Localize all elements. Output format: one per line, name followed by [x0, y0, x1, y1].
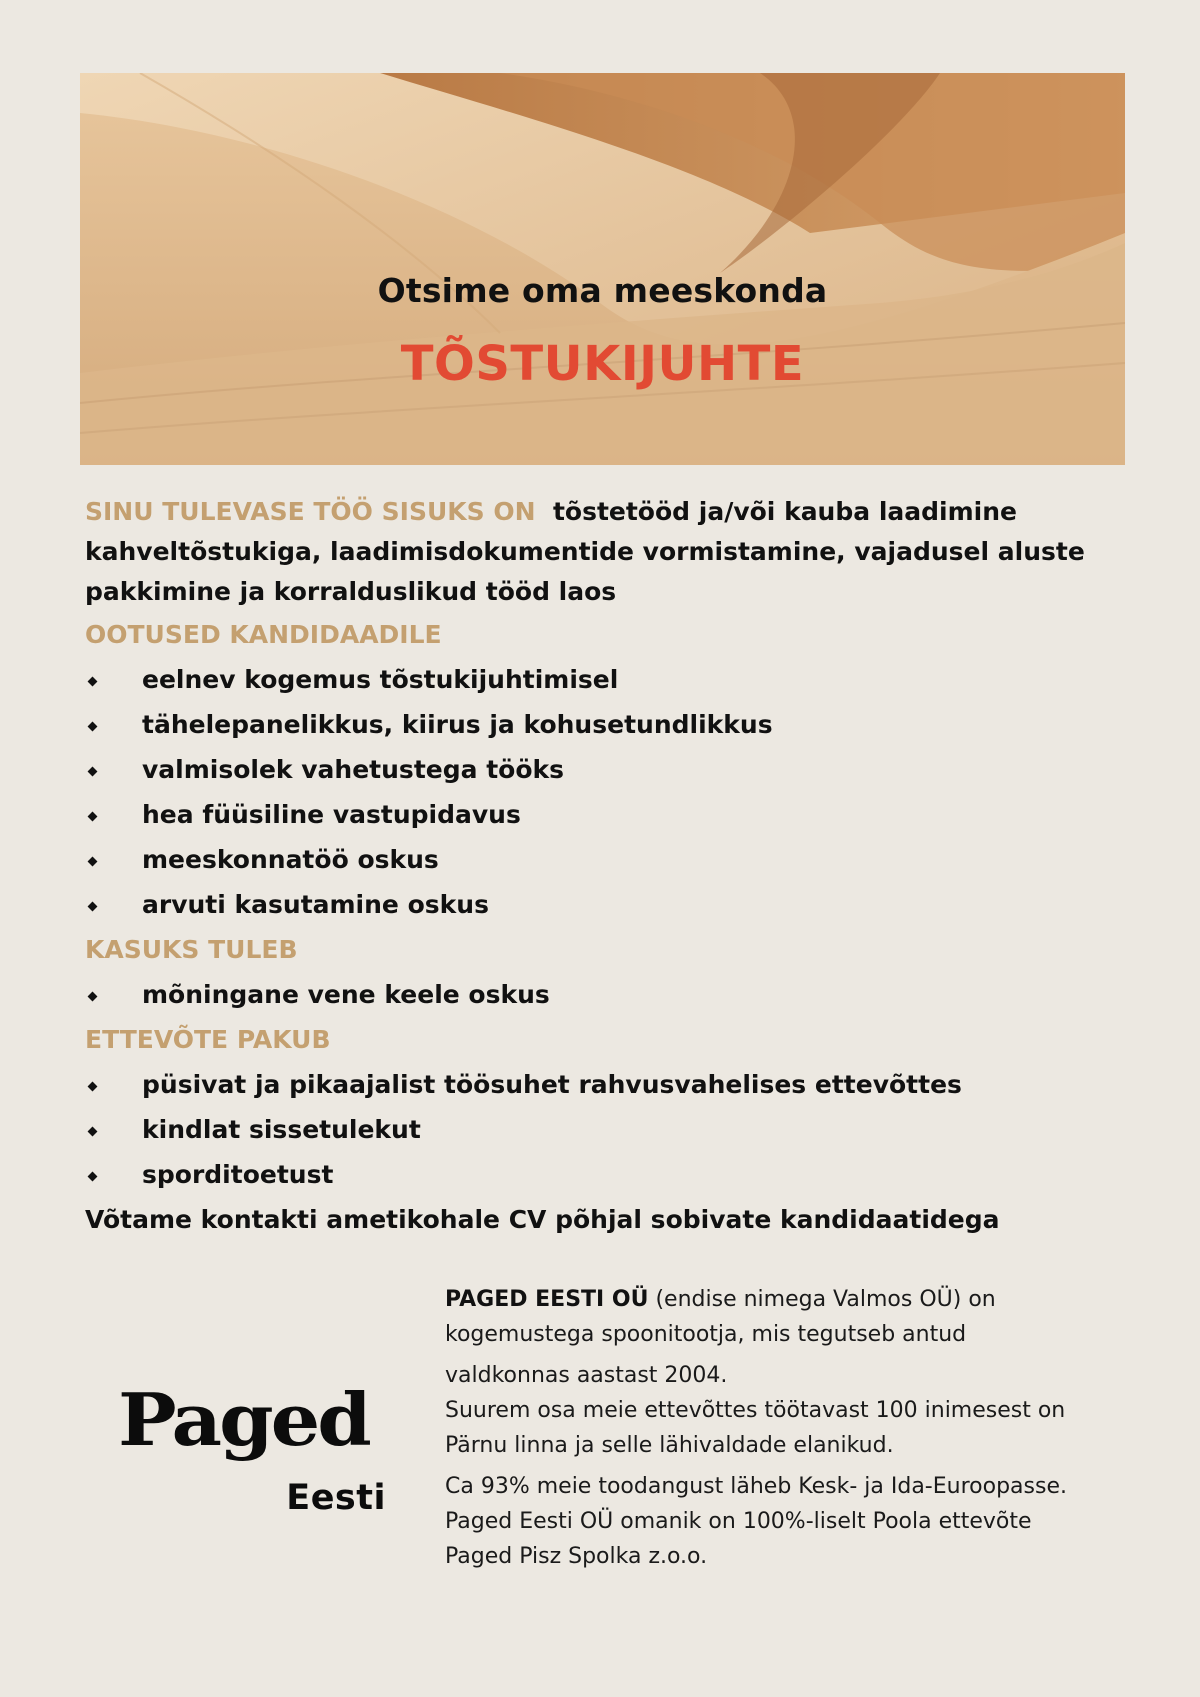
- about-line: Ca 93% meie toodangust läheb Kesk- ja Ida-Euroopasse.: [445, 1474, 1067, 1499]
- job-duties-paragraph: [85, 492, 1125, 612]
- hero-title: Otsime oma meeskonda: [377, 271, 828, 310]
- diamond-bullet-icon: [88, 722, 98, 732]
- list-item: tähelepanelikkus, kiirus ja kohusetundlikkus: [85, 702, 1125, 747]
- diamond-bullet-icon: [88, 812, 98, 822]
- diamond-bullet-icon: [88, 1127, 98, 1137]
- offer-list: [85, 1062, 1125, 1197]
- wood-veneer-image: [80, 73, 1125, 465]
- advantage-list: [85, 972, 1125, 1017]
- list-item: mõningane vene keele oskus: [85, 972, 1125, 1017]
- list-item: arvuti kasutamine oskus: [85, 882, 1125, 927]
- list-item: kindlat sissetulekut: [85, 1107, 1125, 1152]
- diamond-bullet-icon: [88, 677, 98, 687]
- expectations-list: [85, 657, 1125, 927]
- diamond-bullet-icon: [88, 1082, 98, 1092]
- list-item: hea füüsiline vastupidavus: [85, 792, 1125, 837]
- about-line: kogemustega spoonitootja, mis tegutseb antud: [445, 1322, 967, 1347]
- about-line: Pärnu linna ja selle lähivaldade elanikud.: [445, 1433, 894, 1458]
- advantage-heading: KASUKS TULEB: [85, 935, 298, 964]
- logo-subtitle: Eesti: [286, 1478, 386, 1518]
- expectations-heading: OOTUSED KANDIDAADILE: [85, 620, 442, 649]
- about-line: valdkonnas aastast 2004.: [445, 1363, 728, 1388]
- about-line: Paged Eesti OÜ omanik on 100%-liselt Poola ettevõte: [445, 1509, 1032, 1534]
- diamond-bullet-icon: [88, 857, 98, 867]
- logo-wordmark: Paged: [118, 1378, 369, 1463]
- diamond-bullet-icon: [88, 767, 98, 777]
- diamond-bullet-icon: [88, 992, 98, 1002]
- offer-heading: ETTEVÕTE PAKUB: [85, 1025, 331, 1054]
- list-item: püsivat ja pikaajalist töösuhet rahvusvahelises ettevõttes: [85, 1062, 1125, 1107]
- diamond-bullet-icon: [88, 902, 98, 912]
- list-item: sporditoetust: [85, 1152, 1125, 1197]
- duties-lead: SINU TULEVASE TÖÖ SISUKS ON: [85, 497, 536, 526]
- diamond-bullet-icon: [88, 1172, 98, 1182]
- job-description: [85, 492, 1125, 1242]
- hero-banner: [80, 73, 1125, 465]
- company-about: PAGED EESTI OÜ (endise nimega Valmos OÜ) on kogemustega spoonitootja, mis tegutseb antud valdkonnas aastast 2004. Suurem osa meie ettevõttes töötavast 100 inimesest on Pärnu linna ja selle lähivaldade elanikud. Ca 93% meie toodangust läheb Kesk- ja Ida-Euroopasse. Paged Eesti OÜ omanik on 100%-liselt Poola ettevõte Paged Pisz Spolka z.o.o.: [445, 1282, 1135, 1574]
- list-item: meeskonnatöö oskus: [85, 837, 1125, 882]
- contact-note: Võtame kontakti ametikohale CV põhjal sobivate kandidaatidega: [85, 1205, 1000, 1234]
- about-line: Suurem osa meie ettevõttes töötavast 100 inimesest on: [445, 1398, 1066, 1423]
- paged-eesti-logo: [118, 1378, 388, 1525]
- list-item: valmisolek vahetustega tööks: [85, 747, 1125, 792]
- list-item: eelnev kogemus tõstukijuhtimisel: [85, 657, 1125, 702]
- job-title: TÕSTUKIJUHTE: [400, 336, 805, 392]
- about-line: Paged Pisz Spolka z.o.o.: [445, 1544, 708, 1569]
- company-name: PAGED EESTI OÜ: [445, 1287, 649, 1312]
- duties-text: tõstetööd ja/või kauba laadimine kahveltõstukiga, laadimisdokumentide vormistamine, vajadusel aluste pakkimine ja korralduslikud tööd laos: [85, 497, 1085, 606]
